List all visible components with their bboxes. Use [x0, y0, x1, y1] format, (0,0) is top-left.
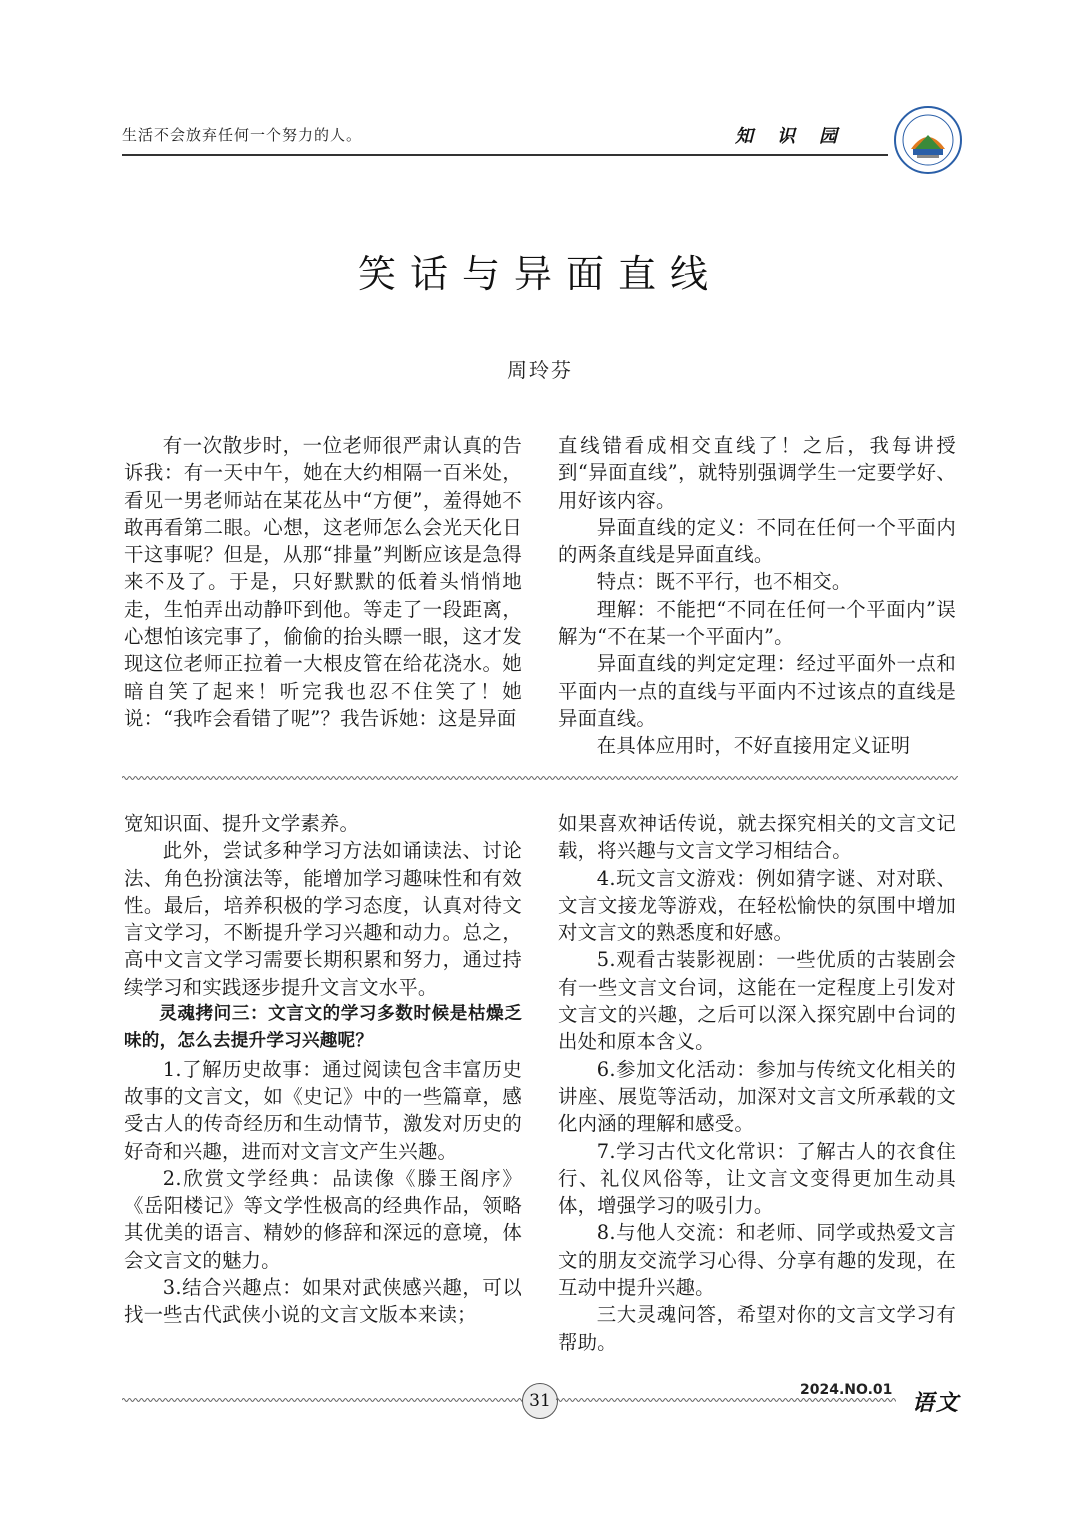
issue-number: 2024.NO.01 — [800, 1382, 893, 1398]
article-author: 周玲芬 — [507, 358, 573, 382]
paragraph: 3.结合兴趣点：如果对武侠感兴趣，可以找一些古代武侠小说的文言文版本来读； — [124, 1276, 522, 1327]
header-rule — [122, 154, 888, 156]
paragraph: 5.观看古装影视剧：一些优质的古装剧会有一些文言文台词，这能在一定程度上引发对文言文的兴趣，之后可以深入探究剧中台词的出处和原本含义。 — [558, 948, 956, 1054]
lower-right-column — [558, 810, 956, 1356]
paragraph: 6.参加文化活动：参加与传统文化相关的讲座、展览等活动，加深对文言文所承载的文化内涵的理解和感受。 — [558, 1057, 956, 1136]
lower-left-column — [124, 810, 522, 1329]
section-heading: 灵魂拷问三：文言文的学习多数时候是枯燥乏味的，怎么去提升学习兴趣呢？ — [124, 1004, 522, 1052]
paragraph: 此外，尝试多种学习方法如诵读法、讨论法、角色扮演法等，能增加学习趣味性和有效性。最后，培养积极的学习态度，认真对待文言文学习，不断提升学习兴趣和动力。总之，高中文言文学习需要长期积累和努力，通过持续学习和实践逐步提升文言文水平。 — [124, 839, 522, 999]
footer-divider-left — [122, 1396, 522, 1404]
upper-right-column — [558, 432, 956, 760]
header-slogan: 生活不会放弃任何一个努力的人。 — [122, 126, 363, 144]
upper-left-column — [124, 432, 522, 732]
paragraph: 4.玩文言文游戏：例如猜字谜、对对联、文言文接龙等游戏，在轻松愉快的氛围中增加对文言文的熟悉度和好感。 — [558, 866, 956, 945]
paragraph: 如果喜欢神话传说，就去探究相关的文言文记载，将兴趣与文言文学习相结合。 — [558, 812, 956, 863]
paragraph: 特点：既不平行，也不相交。 — [596, 570, 852, 594]
paragraph: 理解：不能把“不同在任何一个平面内”误解为“不在某一个平面内”。 — [558, 597, 956, 649]
paragraph: 宽知识面、提升文学素养。 — [124, 812, 360, 835]
paragraph: 异面直线的定义：不同在任何一个平面内的两条直线是异面直线。 — [558, 515, 956, 567]
paragraph: 异面直线的判定定理：经过平面外一点和平面内一点的直线与平面内不过该点的直线是异面直线。 — [558, 652, 956, 730]
paragraph: 1.了解历史故事：通过阅读包含丰富历史故事的文言文，如《史记》中的一些篇章，感受古人的传奇经历和生动情节，激发对历史的好奇和兴趣，进而对文言文产生兴趣。 — [124, 1057, 522, 1163]
paragraph: 有一次散步时，一位老师很严肃认真的告诉我：有一天中午，她在大约相隔一百米处，看见一男老师站在某花丛中“方便”，羞得她不敢再看第二眼。心想，这老师怎么会光天化日干这事呢？但是，从那“排量”判断应该是急得来不及了。于是，只好默默的低着头悄悄地走，生怕弄出动静吓到他。等走了一段距离，心想怕该完事了，偷偷的抬头瞟一眼，这才发现这位老师正拉着一大根皮管在给花浇水。她暗自笑了起来！听完我也忍不住笑了！她说：“我咋会看错了呢”？我告诉她：这是异面 — [124, 434, 522, 730]
section-divider — [122, 774, 958, 782]
school-logo-icon — [893, 105, 963, 175]
paragraph: 直线错看成相交直线了！之后，我每讲授到“异面直线”，就特别强调学生一定要学好、用好该内容。 — [558, 434, 956, 512]
header-section-title: 知识园 — [735, 126, 861, 147]
paragraph: 8.与他人交流：和老师、同学或热爱文言文的朋友交流学习心得、分享有趣的发现，在互动中提升兴趣。 — [558, 1221, 956, 1300]
page-number: 31 — [522, 1383, 558, 1419]
paragraph: 三大灵魂问答，希望对你的文言文学习有帮助。 — [558, 1303, 956, 1354]
magazine-logo: 语文 — [912, 1390, 961, 1416]
article-title: 笑话与异面直线 — [357, 252, 722, 296]
paragraph: 在具体应用时，不好直接用定义证明 — [596, 734, 911, 758]
paragraph: 7.学习古代文化常识：了解古人的衣食住行、礼仪风俗等，让文言文变得更加生动具体，增强学习的吸引力。 — [558, 1139, 956, 1218]
paragraph: 2.欣赏文学经典：品读像《滕王阁序》《岳阳楼记》等文学性极高的经典作品，领略其优美的语言、精妙的修辞和深远的意境，体会文言文的魅力。 — [124, 1166, 522, 1272]
